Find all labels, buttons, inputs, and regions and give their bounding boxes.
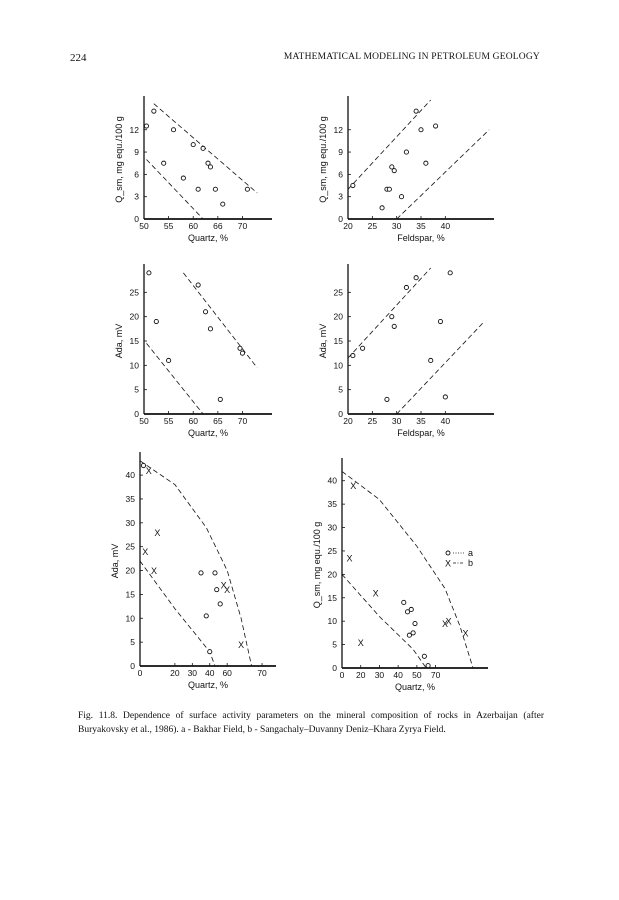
data-point-b: X	[357, 637, 364, 648]
y-tick-label: 0	[338, 214, 343, 224]
y-tick-label: 12	[333, 124, 343, 135]
x-tick-label: 55	[163, 221, 174, 231]
data-point-a	[419, 128, 423, 132]
y-tick-label: 40	[327, 475, 337, 486]
y-tick-label: 15	[129, 336, 139, 346]
x-tick-label: 30	[391, 221, 402, 231]
y-tick-label: 6	[134, 169, 139, 180]
data-point-a	[204, 614, 208, 618]
y-tick-label: 20	[129, 311, 139, 322]
y-tick-label: 0	[130, 661, 135, 671]
data-point-a	[218, 397, 222, 401]
data-point-a	[171, 128, 175, 132]
data-point-b: X	[145, 465, 152, 476]
y-tick-label: 0	[134, 214, 139, 224]
x-tick-label: 70	[237, 221, 248, 231]
data-point-a	[167, 358, 171, 362]
x-tick-label: 50	[139, 416, 149, 426]
data-point-a	[351, 183, 355, 187]
y-axis-label: Ada, mV	[114, 323, 124, 359]
y-tick-label: 9	[134, 147, 139, 158]
data-point-a	[409, 607, 413, 611]
running-title: MATHEMATICAL MODELING IN PETROLEUM GEOLOGY	[283, 52, 540, 62]
data-point-b: X	[445, 616, 452, 627]
data-point-a	[154, 319, 158, 323]
y-tick-label: 35	[125, 493, 135, 504]
legend-marker-a	[446, 551, 450, 555]
data-point-a	[191, 143, 195, 147]
x-tick-label: 20	[343, 221, 353, 231]
data-point-a	[380, 206, 384, 210]
data-point-b: X	[224, 585, 231, 596]
y-tick-label: 10	[129, 360, 139, 371]
x-tick-label: 50	[139, 221, 149, 231]
legend-label: a	[468, 548, 474, 558]
x-tick-label: 65	[213, 416, 223, 426]
y-tick-label: 20	[125, 565, 135, 576]
x-tick-label: 30	[187, 668, 198, 678]
data-point-a	[422, 654, 426, 658]
data-point-b: X	[462, 628, 469, 639]
x-tick-label: 35	[416, 416, 426, 426]
x-tick-label: 50	[412, 670, 422, 680]
y-tick-label: 25	[333, 287, 343, 298]
y-tick-label: 0	[338, 409, 343, 419]
y-tick-label: 10	[125, 613, 135, 624]
x-axis-label: Quartz, %	[187, 233, 229, 243]
data-point-a	[213, 187, 217, 191]
y-tick-label: 10	[327, 616, 337, 627]
data-point-a	[404, 285, 408, 289]
data-point-a	[208, 327, 212, 331]
data-point-a	[438, 319, 442, 323]
data-point-a	[426, 664, 430, 668]
data-point-b: X	[441, 619, 448, 630]
trend-line-2	[397, 322, 485, 415]
x-tick-label: 25	[367, 416, 378, 426]
trend-line-2	[397, 130, 489, 219]
data-point-b: X	[346, 553, 353, 564]
y-tick-label: 0	[134, 409, 139, 419]
data-point-b: X	[142, 546, 149, 557]
data-point-a	[144, 124, 148, 128]
data-point-b: X	[150, 566, 157, 577]
data-point-a	[392, 324, 396, 328]
y-tick-label: 30	[327, 522, 337, 533]
x-tick-label: 0	[339, 670, 345, 680]
y-tick-label: 10	[333, 360, 343, 371]
trend-line-2	[342, 574, 426, 668]
x-tick-label: 70	[257, 668, 267, 678]
x-tick-label: 35	[416, 221, 426, 231]
data-point-a	[443, 395, 447, 399]
x-tick-label: 20	[343, 416, 353, 426]
x-tick-label: 40	[205, 668, 215, 678]
y-axis-label: Q_sm, mg equ./100 g	[114, 116, 124, 203]
data-point-a	[399, 195, 403, 199]
trend-line-2	[147, 343, 204, 414]
chart-p4	[318, 264, 494, 438]
x-tick-label: 25	[367, 221, 378, 231]
data-point-a	[385, 397, 389, 401]
x-tick-label: 0	[137, 668, 143, 678]
data-point-a	[238, 346, 242, 350]
data-point-a	[387, 187, 391, 191]
legend-label: b	[468, 558, 474, 568]
y-tick-label: 20	[333, 311, 343, 322]
data-point-b: X	[350, 480, 357, 491]
x-tick-label: 40	[393, 670, 403, 680]
y-tick-label: 5	[134, 384, 139, 395]
x-axis-label: Quartz, %	[394, 682, 436, 692]
x-tick-label: 60	[222, 668, 232, 678]
data-point-a	[208, 165, 212, 169]
data-point-a	[404, 150, 408, 154]
y-tick-label: 15	[125, 589, 135, 600]
data-point-a	[390, 315, 394, 319]
data-point-a	[181, 176, 185, 180]
data-point-a	[351, 354, 355, 358]
data-point-a	[424, 161, 428, 165]
data-point-a	[429, 358, 433, 362]
data-point-a	[218, 602, 222, 606]
y-tick-label: 5	[332, 639, 337, 650]
data-point-a	[392, 169, 396, 173]
y-tick-label: 35	[327, 499, 337, 510]
x-tick-label: 66	[213, 221, 223, 231]
data-point-b: X	[238, 640, 245, 651]
data-point-a	[414, 109, 418, 113]
data-point-a	[434, 124, 438, 128]
data-point-a	[413, 621, 417, 625]
data-point-a	[147, 271, 151, 275]
data-point-a	[196, 187, 200, 191]
data-point-a	[203, 310, 207, 314]
y-tick-label: 9	[338, 147, 343, 158]
data-point-a	[361, 346, 365, 350]
data-point-a	[414, 276, 418, 280]
y-tick-label: 15	[333, 336, 343, 346]
data-point-a	[201, 146, 205, 150]
y-tick-label: 5	[338, 384, 343, 395]
x-axis-label: Quartz, %	[187, 680, 229, 690]
x-axis-label: Feldspar, %	[397, 428, 445, 438]
x-tick-label: 55	[163, 416, 174, 426]
legend-marker-b: X	[444, 558, 452, 569]
trend-line-2	[147, 160, 204, 220]
x-axis-label: Quartz, %	[187, 428, 229, 438]
chart-p1	[114, 96, 272, 243]
y-axis-label: Q_sm, mg equ./100 g	[312, 521, 322, 609]
chart-p6	[312, 458, 488, 692]
data-point-a	[152, 109, 156, 113]
x-tick-label: 70	[237, 416, 248, 426]
y-tick-label: 25	[327, 545, 337, 556]
chart-p5	[110, 452, 276, 690]
data-point-a	[240, 351, 244, 355]
data-point-b: X	[154, 527, 161, 538]
x-tick-label: 60	[188, 416, 198, 426]
data-point-a	[196, 283, 200, 287]
chart-p2	[318, 96, 494, 243]
y-tick-label: 5	[130, 637, 135, 648]
y-tick-label: 3	[134, 191, 139, 202]
x-axis-label: Feldspar, %	[397, 233, 445, 243]
data-point-a	[213, 571, 217, 575]
data-point-a	[199, 571, 203, 575]
figure-caption: Fig. 11.8. Dependence of surface activity parameters on the mineral composition of rocks in Azerbaijan (after Buryakovsky et al., 1986). a - Bakhar Field, b - Sangachaly–Duvanny Deniz–Khara Zyrya Field.	[78, 711, 544, 735]
data-point-a	[162, 161, 166, 165]
data-point-a	[448, 271, 452, 275]
trend-line-2	[140, 561, 215, 666]
chart-p3	[114, 264, 272, 438]
trend-line-1	[183, 273, 257, 368]
data-point-a	[215, 588, 219, 592]
y-tick-label: 12	[129, 124, 139, 135]
x-tick-label: 20	[170, 668, 180, 678]
y-tick-label: 0	[332, 663, 337, 673]
x-tick-label: 40	[440, 221, 451, 231]
x-tick-label: 70	[430, 670, 441, 680]
y-axis-label: Ada, mV	[318, 323, 328, 359]
x-tick-label: 30	[391, 416, 402, 426]
data-point-a	[208, 650, 212, 654]
y-tick-label: 3	[338, 191, 343, 202]
y-tick-label: 15	[327, 592, 337, 603]
x-tick-label: 20	[355, 670, 366, 680]
data-point-a	[411, 631, 415, 635]
y-tick-label: 40	[125, 470, 135, 481]
data-point-a	[245, 187, 249, 191]
y-axis-label: Q_sm, mg equ./100 g	[318, 116, 328, 203]
x-tick-label: 30	[374, 670, 385, 680]
y-tick-label: 25	[129, 287, 139, 298]
y-tick-label: 25	[125, 541, 135, 552]
y-tick-label: 30	[125, 517, 135, 528]
trend-line-1	[348, 100, 431, 189]
y-tick-label: 20	[327, 569, 337, 580]
x-tick-label: 40	[440, 416, 451, 426]
data-point-a	[221, 202, 225, 206]
y-axis-label: Ada, mV	[110, 543, 120, 579]
x-tick-label: 60	[188, 221, 198, 231]
y-tick-label: 6	[338, 169, 343, 180]
trend-line-1	[348, 268, 431, 358]
data-point-b: X	[372, 588, 379, 599]
trend-line-1	[140, 461, 252, 666]
data-point-a	[402, 600, 406, 604]
data-point-b: X	[220, 580, 227, 591]
page-number: 224	[70, 52, 87, 64]
